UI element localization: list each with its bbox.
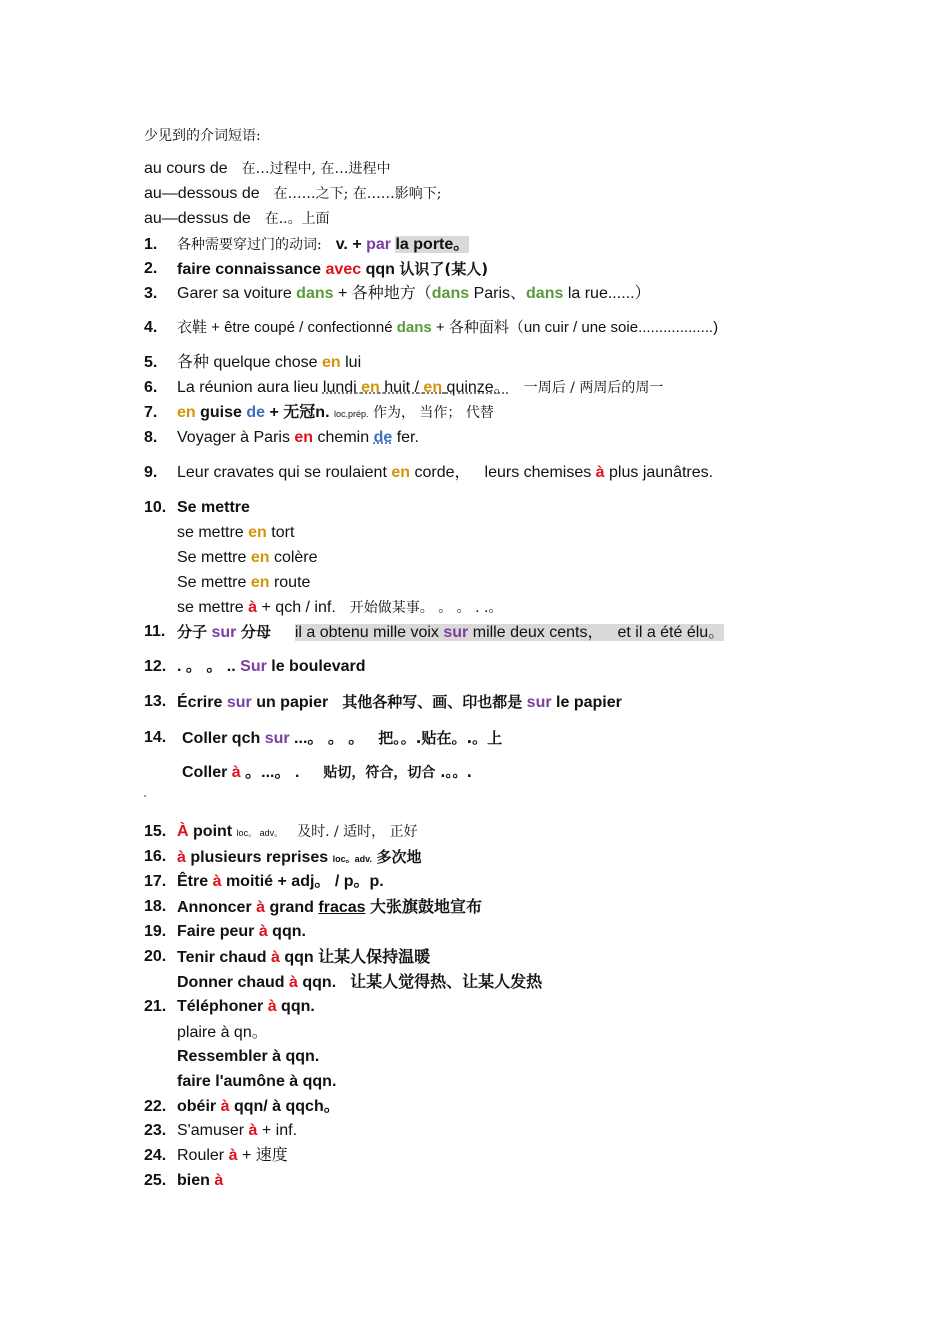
sub-line: Coller à 。...。 . 贴切，符合，切合 .。。. xyxy=(182,764,472,781)
page-heading: 少见到的介词短语: xyxy=(144,128,261,144)
intro-line-3: au—dessus de 在..。上面 xyxy=(144,210,330,227)
sub-line: se mettre en tort xyxy=(177,524,295,541)
document-page: 少见到的介词短语: au cours de 在…过程中, 在…进程中 au—dessous de 在……之下; 在……影响下; au—dessus de 在..。上面 1. 各种需要穿过门的动词: v. + par la porte。 2. faire connaissance avec qqn 认识了(某人) 3. Garer sa voiture dans + 各种地方（dans Paris、dans la rue......） 4. 衣鞋 + être coupé / confectionné dans + 各种面料（un cuir / une soie..................) 5. 各种 quelque chose en lui 6. La réunion aura lieu lundi en huit / en quinze。 一周后 / 两周后的周一 7. en guise de + 无冠n. loc.prép. 作为， 当作； 代替 8. Voyager à Paris en chemin de fer. 9. Leur cravates qui se roulaient en corde， leurs chemises à plus jaunâtres. 10. Se mettre se mettre en tort Se mettre en colère Se mettre en route se mettre à + qch / inf. 开始做某事。 。 。 . .。 11. 分子 sur 分母 il a obtenu mille voix sur mille deux cents， et il a été élu。 12. . 。 。 .. Sur le boulevard 13. Écrire sur un papier 其他各种写、画、印也都是 sur le papier 14. Coller qch sur ...。 。 。 把。。.贴在。.。上 Coller à 。...。 . 贴切，符合，切合 .。。. 15. À point loc。 adv。 及时. / 适时， 正好 16. à plusieurs reprises loc。adv. 多次地 17. Être à moitié + adj。 / p。p. 18. Annoncer à grand fracas 大张旗鼓地宣布 19. Faire peur à qqn. 20. Tenir chaud à qqn 让某人保持温暖 Donner chaud à qqn. 让某人觉得热、让某人发热 21. Téléphoner à qqn. plaire à qn。 Ressembler à qqn. faire l'aumône à qqn. 22. obéir à qqn/ à qqch。 23. S'amuser à + inf. 24. Rouler à + 速度 25. bien à xyxy=(144,128,725,1189)
intro-line-2: au—dessous de 在……之下; 在……影响下; xyxy=(144,185,442,202)
sub-line: faire l'aumône à qqn. xyxy=(177,1073,337,1090)
sub-line: Donner chaud à qqn. 让某人觉得热、让某人发热 xyxy=(177,972,543,991)
sub-line: Ressembler à qqn. xyxy=(177,1048,320,1065)
stray-mark xyxy=(144,795,146,797)
sub-line: se mettre à + qch / inf. 开始做某事。 。 。 . .。 xyxy=(177,599,503,616)
sub-line: plaire à qn。 xyxy=(177,1024,268,1041)
intro-line-1: au cours de 在…过程中, 在…进程中 xyxy=(144,160,391,177)
sub-line: Se mettre en route xyxy=(177,574,311,591)
sub-line: Se mettre en colère xyxy=(177,549,318,566)
